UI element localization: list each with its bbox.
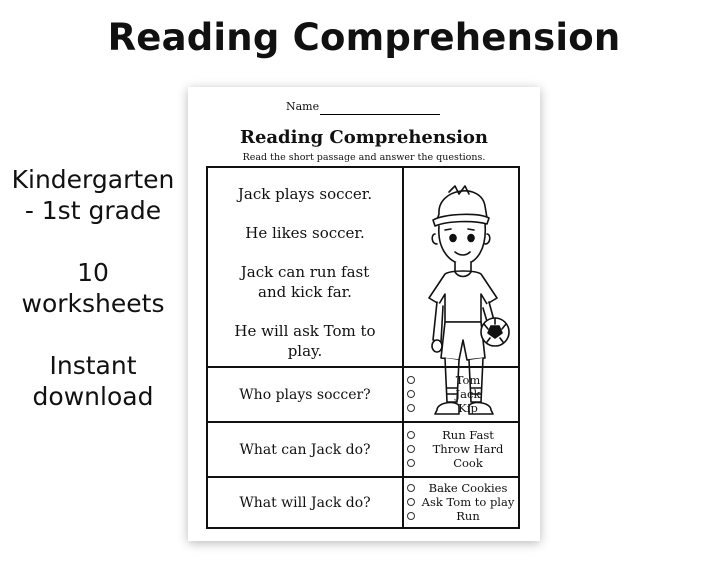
radio-circle-icon[interactable] <box>407 404 415 412</box>
answer-options <box>404 478 518 527</box>
answer-option[interactable] <box>404 510 518 524</box>
answer-option-label: Ask Tom to play <box>421 495 515 509</box>
question-row-1 <box>208 366 518 421</box>
product-features <box>0 164 186 443</box>
radio-circle-icon[interactable] <box>407 498 415 506</box>
answer-option[interactable] <box>404 482 518 496</box>
feature-delivery-line-2: download <box>32 382 154 411</box>
headline: Reading Comprehension <box>107 16 621 59</box>
feature-count-line-2: worksheets <box>21 289 165 318</box>
passage-line: He likes soccer. <box>245 224 365 242</box>
answer-option[interactable] <box>404 402 518 416</box>
passage-line: and kick far. <box>258 283 352 301</box>
passage-line: He will ask Tom to <box>234 322 376 340</box>
radio-circle-icon[interactable] <box>407 376 415 384</box>
feature-grade <box>0 164 186 226</box>
answer-option[interactable] <box>404 443 518 457</box>
feature-delivery <box>0 350 186 412</box>
answer-option[interactable] <box>404 374 518 388</box>
feature-count-line-1: 10 <box>77 258 109 287</box>
question-row-3 <box>208 476 518 527</box>
passage-line: Jack can run fast <box>240 263 370 281</box>
worksheet-grid <box>206 166 520 529</box>
question-text: What can Jack do? <box>208 423 404 476</box>
answer-option-label: Run Fast <box>442 428 494 442</box>
answer-option[interactable] <box>404 496 518 510</box>
feature-count <box>0 257 186 319</box>
question-text: Who plays soccer? <box>208 368 404 421</box>
name-blank-line <box>320 114 440 115</box>
radio-circle-icon[interactable] <box>407 445 415 453</box>
answer-option[interactable] <box>404 429 518 443</box>
radio-circle-icon[interactable] <box>407 484 415 492</box>
name-label: Name <box>286 100 320 113</box>
answer-option-label: Kip <box>458 401 478 415</box>
worksheet-title: Reading Comprehension <box>239 127 489 148</box>
radio-circle-icon[interactable] <box>407 390 415 398</box>
passage-line: Jack plays soccer. <box>237 185 373 203</box>
passage-line: play. <box>287 342 323 360</box>
answer-options <box>404 368 518 421</box>
answer-option-label: Run <box>456 509 480 523</box>
radio-circle-icon[interactable] <box>407 512 415 520</box>
question-row-2 <box>208 421 518 476</box>
answer-option-label: Bake Cookies <box>428 481 508 495</box>
worksheet-page <box>188 87 540 541</box>
question-text: What will Jack do? <box>208 478 404 527</box>
answer-options <box>404 423 518 476</box>
answer-option-label: Jack <box>455 387 481 401</box>
answer-option-label: Throw Hard <box>432 442 504 456</box>
worksheet-instructions: Read the short passage and answer the questions. <box>242 152 486 163</box>
radio-circle-icon[interactable] <box>407 431 415 439</box>
radio-circle-icon[interactable] <box>407 459 415 467</box>
answer-option-label: Cook <box>453 456 483 470</box>
feature-grade-line-1: Kindergarten <box>11 165 175 194</box>
answer-option-label: Tom <box>455 373 481 387</box>
answer-option[interactable] <box>404 388 518 402</box>
feature-delivery-line-1: Instant <box>49 351 137 380</box>
feature-grade-line-2: - 1st grade <box>24 196 162 225</box>
answer-option[interactable] <box>404 457 518 471</box>
